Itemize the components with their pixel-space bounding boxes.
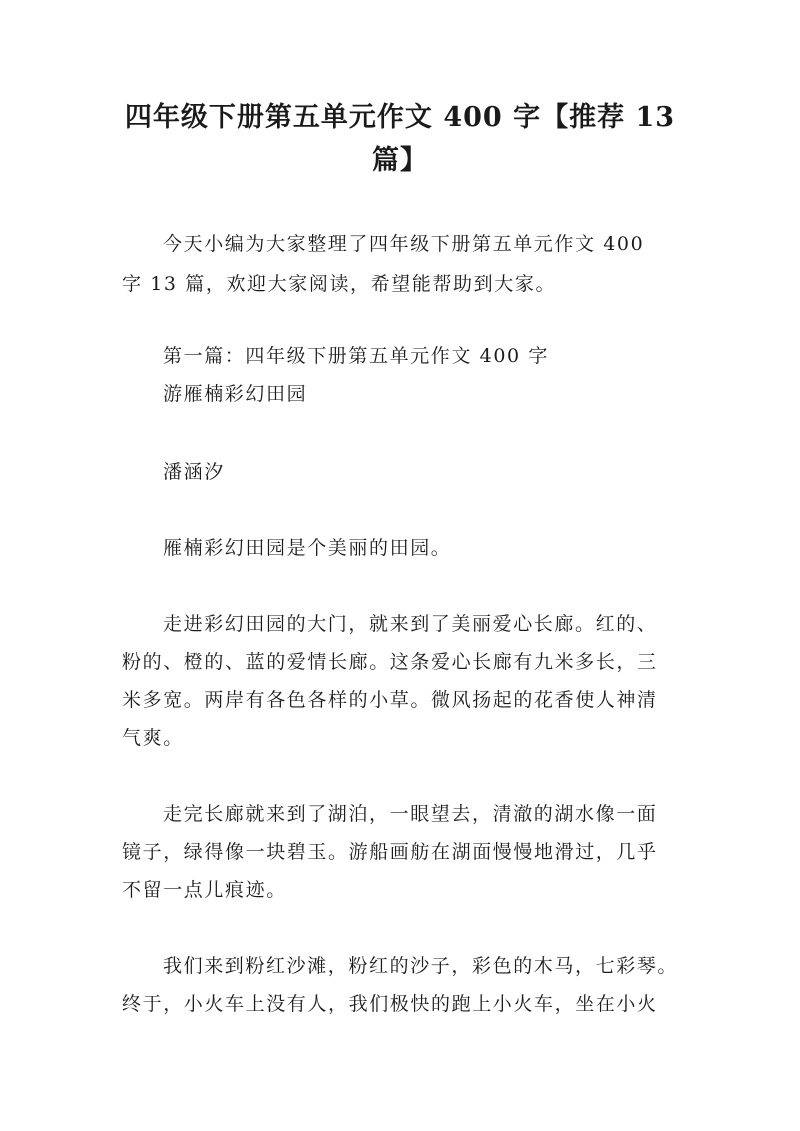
intro-line-2: 字 13 篇，欢迎大家阅读，希望能帮助到大家。: [122, 273, 557, 295]
paragraph-4-line-2: 终于，小火车上没有人，我们极快的跑上小火车，坐在小火: [122, 993, 658, 1015]
intro-line-1: 今天小编为大家整理了四年级下册第五单元作文 400: [163, 233, 645, 255]
paragraph-2-line-4: 气爽。: [122, 727, 184, 749]
paragraph-3-line-1: 走完长廊就来到了湖泊，一眼望去，清澈的湖水像一面: [163, 803, 658, 825]
paragraph-2-line-1: 走进彩幻田园的大门，就来到了美丽爱心长廊。红的、: [163, 613, 658, 635]
document-title-line-2: 篇】: [372, 145, 428, 176]
paragraph-3-line-2: 镜子，绿得像一块碧玉。游船画舫在湖面慢慢地滑过，几乎: [122, 841, 658, 863]
paragraph-1-line-1: 雁楠彩幻田园是个美丽的田园。: [163, 537, 452, 559]
paragraph-2-line-2: 粉的、橙的、蓝的爱情长廊。这条爱心长廊有九米多长，三: [122, 651, 658, 673]
paragraph-4-line-1: 我们来到粉红沙滩，粉红的沙子，彩色的木马，七彩琴。: [163, 955, 679, 977]
paragraph-3-line-3: 不留一点儿痕迹。: [122, 879, 287, 901]
section-label: 第一篇：四年级下册第五单元作文 400 字: [163, 345, 549, 367]
essay-title: 游雁楠彩幻田园: [163, 383, 308, 405]
paragraph-2-line-3: 米多宽。两岸有各色各样的小草。微风扬起的花香使人神清: [122, 689, 658, 711]
document-title-line-1: 四年级下册第五单元作文 400 字【推荐 13: [124, 102, 676, 133]
essay-author: 潘涵汐: [163, 461, 225, 483]
